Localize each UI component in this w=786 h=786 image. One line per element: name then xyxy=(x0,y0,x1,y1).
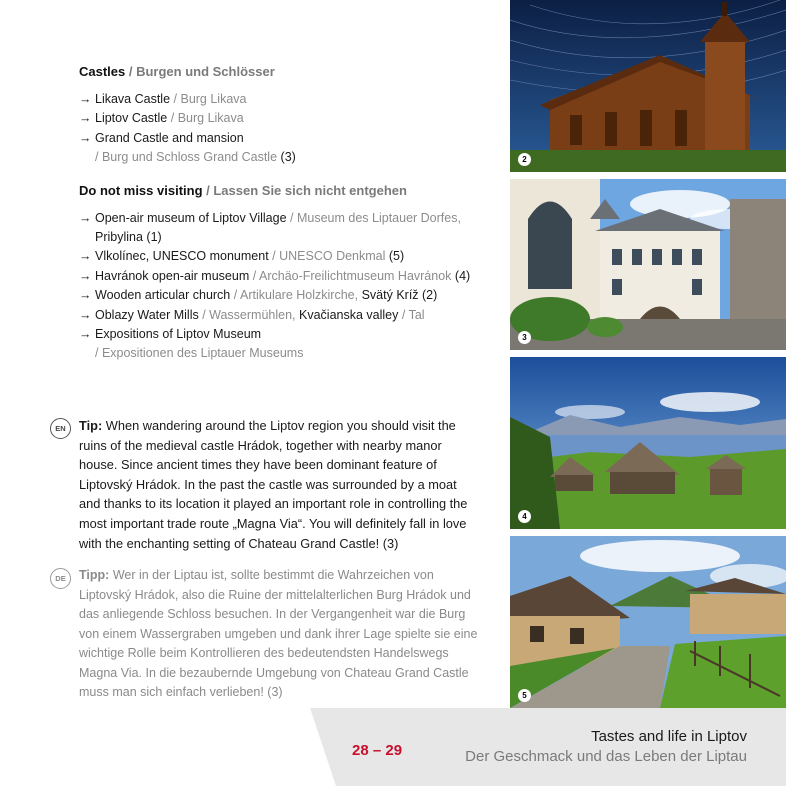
de-language-badge: DE xyxy=(50,568,71,589)
footer-subtitle: Der Geschmack und das Leben der Liptau xyxy=(465,748,747,765)
arrow-right-icon: → xyxy=(79,210,92,225)
photo-havranok-lake xyxy=(510,357,786,529)
arrow-right-icon: → xyxy=(79,327,92,342)
photo-number-badge: 2 xyxy=(518,153,531,166)
photo-number-badge: 5 xyxy=(518,689,531,702)
list-item: → Havránok open-air museum / Archäo-Freilichtmuseum Havránok (4) xyxy=(79,267,489,286)
list-item: → Likava Castle / Burg Likava xyxy=(79,90,489,109)
footer-title: Tastes and life in Liptov xyxy=(591,728,747,745)
tip-german: DE Tipp: Wer in der Liptau ist, sollte bestimmt die Wahrzeichen von Liptovský Hrádok, also die Ruine der mittelalterlichen Burg Hrádok und das anliegende Schloss besuchen. In der Vergangenheit war die Burg von einem Wassergraben umgeben und dank ihrer Lage spielte sie eine wichtige Rolle beim Kontrollieren des bedeutendsten Handelswegs Magna Via. In die bezaubernde Umgebung von Chateau Grand Castle muss man sich einfach verlieben! (3) xyxy=(50,566,480,703)
list-item: → Open-air museum of Liptov Village / Museum des Liptauer Dorfes, Pribylina (1) xyxy=(79,210,461,245)
castles-list xyxy=(79,90,489,168)
visiting-heading: Do not miss visiting / Lassen Sie sich nicht entgehen xyxy=(79,182,407,198)
wooden-church-image xyxy=(510,0,786,172)
arrow-right-icon: → xyxy=(79,268,92,283)
en-language-badge: EN xyxy=(50,418,71,439)
list-item: → Vlkolínec, UNESCO monument / UNESCO Denkmal (5) xyxy=(79,247,489,266)
tip-english: EN Tip: When wandering around the Liptov region you should visit the ruins of the medieval castle Hrádok, together with nearby manor house. Since ancient times they have been dominant feature of Liptovský Hrádok. In the past the castle was surrounded by a moat and thanks to its location it played an important role in controlling the most important trade route „Magna Via“. You will definitely fall in love with the enchanting setting of Chateau Grand Castle! (3) xyxy=(50,416,480,553)
vlkolinec-village-image xyxy=(510,536,786,708)
castles-heading: Castles / Burgen und Schlösser xyxy=(79,64,275,79)
list-item: → Liptov Castle / Burg Likava xyxy=(79,109,489,128)
page-numbers: 28 – 29 xyxy=(352,742,403,759)
arrow-right-icon: → xyxy=(79,130,92,145)
arrow-right-icon: → xyxy=(79,307,92,322)
list-item: → Grand Castle and mansion / Burg und Schloss Grand Castle (3) xyxy=(79,130,296,165)
arrow-right-icon: → xyxy=(79,288,92,303)
arrow-right-icon: → xyxy=(79,249,92,264)
list-item: → Expositions of Liptov Museum / Expositionen des Liptauer Museums xyxy=(79,327,304,361)
photo-number-badge: 3 xyxy=(518,331,531,344)
arrow-right-icon: → xyxy=(79,92,92,106)
list-item: → Wooden articular church / Artikulare Holzkirche, Svätý Kríž (2) xyxy=(79,286,489,305)
photo-vlkolinec-village xyxy=(510,536,786,708)
content-column xyxy=(79,63,489,364)
photo-number-badge: 4 xyxy=(518,510,531,523)
photo-chateau-courtyard xyxy=(510,179,786,350)
photo-wooden-church xyxy=(510,0,786,172)
arrow-right-icon: → xyxy=(79,111,92,126)
visiting-list xyxy=(79,209,489,364)
chateau-courtyard-image xyxy=(510,179,786,350)
list-item: → Oblazy Water Mills / Wassermühlen, Kvačianska valley / Tal xyxy=(79,306,489,325)
havranok-lake-image xyxy=(510,357,786,529)
